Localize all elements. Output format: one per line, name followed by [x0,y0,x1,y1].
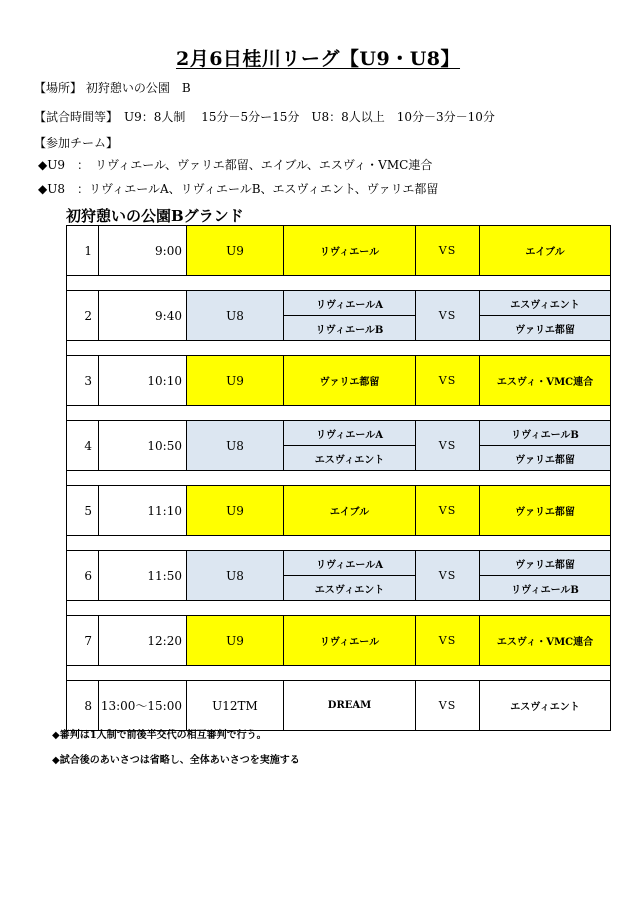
vs-label: VS [416,226,480,276]
home-team: ヴァリエ都留 [284,356,416,406]
teams-header: 【参加チーム】 [34,136,119,150]
home-team: エイブル [284,486,416,536]
vs-label: VS [416,486,480,536]
away-team: ヴァリエ都留 [480,316,611,341]
match-number: 3 [67,356,99,406]
match-number: 2 [67,291,99,341]
away-team: リヴィエールB [480,576,611,601]
match-time: 12:20 [99,616,187,666]
match-number: 8 [67,681,99,731]
match-number: 6 [67,551,99,601]
match-row [67,486,611,536]
u9-teams-line: ◆U9 ： リヴィエール、ヴァリエ都留、エイブル、エスヴィ・VMC連合 [38,158,433,172]
vs-label: VS [416,421,480,471]
away-team: ヴァリエ都留 [480,551,611,576]
vs-label: VS [416,616,480,666]
match-row [67,421,611,446]
match-number: 1 [67,226,99,276]
away-team: エイブル [480,226,611,276]
home-team: リヴィエール [284,226,416,276]
away-team: リヴィエールB [480,421,611,446]
vs-label: VS [416,681,480,731]
match-division: U9 [187,356,284,406]
away-team: エスヴィ・VMC連合 [480,616,611,666]
away-team: ヴァリエ都留 [480,486,611,536]
home-team: リヴィエールA [284,291,416,316]
match-time: 11:10 [99,486,187,536]
note-greeting: ◆試合後のあいさつは省略し、全体あいさつを実施する [52,755,300,766]
venue-line: 【場所】 初狩憩いの公園 B [34,81,191,95]
away-team: ヴァリエ都留 [480,446,611,471]
home-team: DREAM [284,681,416,731]
match-division: U8 [187,291,284,341]
match-row [67,681,611,731]
match-division: U9 [187,486,284,536]
home-team: リヴィエールA [284,421,416,446]
vs-label: VS [416,551,480,601]
home-team: エスヴィエント [284,446,416,471]
home-team: リヴィエール [284,616,416,666]
home-team: エスヴィエント [284,576,416,601]
match-time: 10:50 [99,421,187,471]
match-division: U12TM [187,681,284,731]
match-time: 10:10 [99,356,187,406]
match-time: 13:00～15:00 [99,681,187,731]
match-number: 5 [67,486,99,536]
match-number: 4 [67,421,99,471]
match-time: 9:00 [99,226,187,276]
schedule-table [66,225,611,731]
match-number: 7 [67,616,99,666]
match-times-line: 【試合時間等】 U9：8人制 15分－5分ー15分 U8：8人以上 10分－3分－10分 [34,110,495,124]
home-team: リヴィエールB [284,316,416,341]
u8-teams-line: ◆U8 ：リヴィエールA、リヴィエールB、エスヴィエント、ヴァリエ都留 [38,182,439,196]
vs-label: VS [416,356,480,406]
match-division: U9 [187,226,284,276]
away-team: エスヴィエント [480,681,611,731]
match-row [67,551,611,576]
match-row [67,356,611,406]
page-title: 2月6日桂川リーグ【U9・U8】 [175,48,461,70]
vs-label: VS [416,291,480,341]
away-team: エスヴィエント [480,291,611,316]
match-row [67,291,611,316]
match-division: U9 [187,616,284,666]
match-row [67,226,611,276]
match-row [67,616,611,666]
match-division: U8 [187,421,284,471]
home-team: リヴィエールA [284,551,416,576]
match-division: U8 [187,551,284,601]
note-referee: ◆審判は1人制で前後半交代の相互審判で行う。 [52,730,267,741]
ground-title: 初狩憩いの公園Bグランド [66,207,244,225]
away-team: エスヴィ・VMC連合 [480,356,611,406]
match-time: 9:40 [99,291,187,341]
match-time: 11:50 [99,551,187,601]
